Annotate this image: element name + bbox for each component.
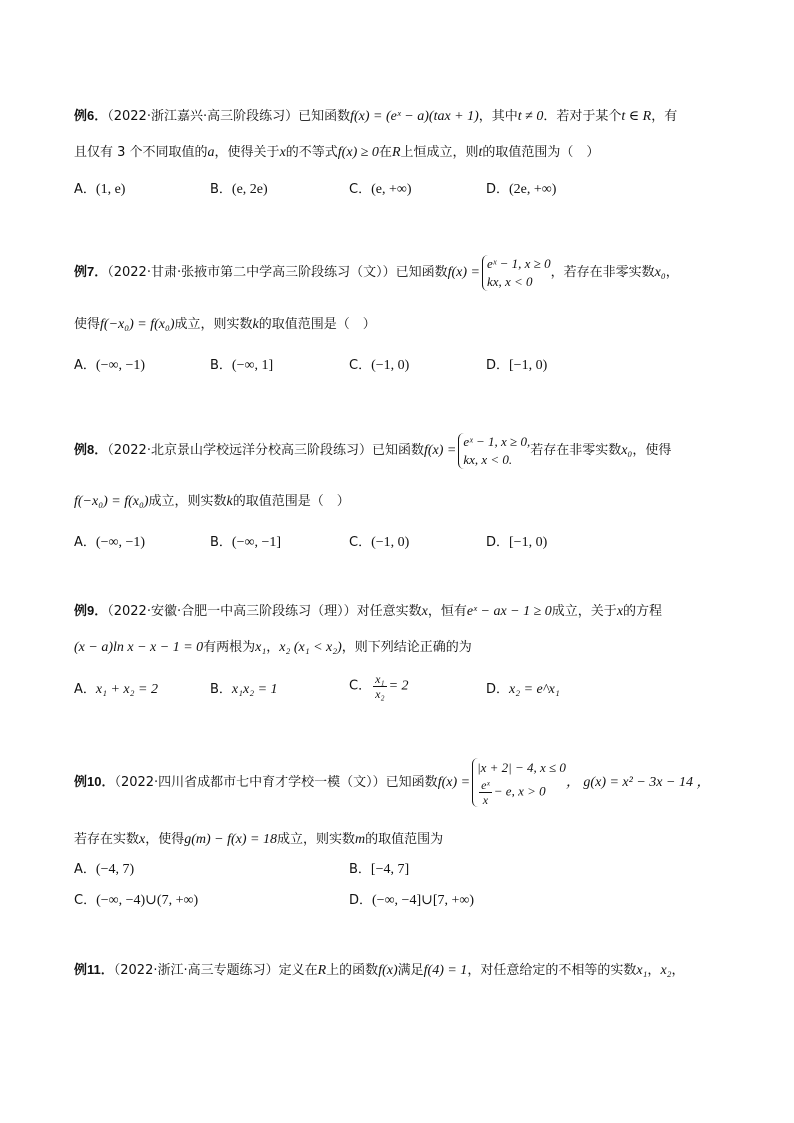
example-11-set-r: R [317, 963, 327, 978]
option-value: (−∞, −4)∪(7, +∞) [96, 893, 199, 908]
example-7-text: 使得 [74, 317, 101, 332]
example-6-set-r: R [391, 145, 401, 160]
fraction-denominator: x [482, 793, 489, 807]
example-6-text: ，其中 [478, 109, 518, 124]
option-value: [−4, 7] [370, 862, 410, 877]
example-10-line-2 [74, 830, 443, 850]
example-6-t-condition: t ≠ 0 [517, 109, 544, 124]
example-9-root-x1: x₁ [255, 640, 267, 655]
example-6-text: 的不等式 [285, 145, 338, 160]
option-value: (−1, 0) [371, 535, 410, 550]
example-9-text: ，则下列结论正确的为 [341, 640, 472, 655]
option-value: (−∞, −1) [95, 535, 146, 550]
example-8-source: （2022·北京景山学校远洋分校高三阶段练习）已知函数 [107, 443, 424, 458]
example-9-option-b[interactable] [210, 680, 278, 700]
example-9-text: 成立，关于 [551, 604, 617, 619]
example-11-source: （2022·浙江·高三专题练习）定义在 [113, 963, 318, 978]
example-7-piecewise [482, 255, 551, 291]
example-8-option-c[interactable] [349, 533, 409, 553]
example-8-text: ，使得 [632, 443, 672, 458]
option-value: x₁ + x₂ = 2 [95, 682, 158, 697]
example-6-option-a[interactable] [74, 180, 125, 200]
example-8-line-1 [74, 430, 671, 471]
example-9-option-a[interactable] [74, 680, 158, 700]
example-8-piecewise [458, 433, 530, 469]
option-letter: C． [74, 893, 97, 908]
option-letter: D． [486, 535, 510, 550]
option-letter: B． [349, 862, 371, 877]
example-9-text: ， [266, 640, 280, 655]
example-7-text: 成立，则实数 [174, 317, 253, 332]
fraction-numerator: eˣ [481, 778, 490, 792]
example-9-option-d[interactable] [486, 680, 560, 700]
piece-row-2 [477, 778, 566, 807]
option-value: (−∞, 1] [231, 358, 274, 373]
option-letter: A． [74, 862, 96, 877]
example-7-label: 例7． [74, 264, 108, 279]
example-8-option-b[interactable] [210, 533, 281, 553]
example-7-text: ， [665, 265, 679, 280]
option-value: x₂ = e^x₁ [509, 682, 560, 697]
example-10-var-x: x [139, 832, 146, 847]
example-10-source: （2022·四川省成都市七中育才学校一模（文））已知函数 [114, 775, 438, 790]
piece-tail: − e, x > 0 [493, 783, 546, 799]
example-6-text: ．若对于某个 [543, 109, 622, 124]
example-9-text: 的方程 [623, 604, 663, 619]
option-letter: A． [74, 535, 96, 550]
piece-row: eˣ − 1, x ≥ 0 [486, 255, 551, 271]
example-10-fx: f(x) = [437, 775, 471, 790]
example-10-equation: g(m) − f(x) = 18 [184, 832, 278, 847]
example-9-equation: (x − a)ln x − x − 1 = 0 [74, 640, 204, 655]
option-value: (−1, 0) [371, 358, 410, 373]
example-6-option-c[interactable] [349, 180, 412, 200]
option-fraction [373, 672, 387, 701]
example-6-line-1 [74, 106, 677, 127]
example-7-option-c[interactable] [349, 356, 409, 376]
example-10-var-m: m [355, 832, 366, 847]
example-10-option-d[interactable] [349, 891, 474, 911]
example-7-var-k: k [252, 317, 259, 332]
option-value: (2e, +∞) [509, 182, 557, 197]
option-letter: C． [349, 182, 372, 197]
example-11-var-x2: x₂ [660, 963, 672, 978]
example-6-source: （2022·浙江嘉兴·高三阶段练习）已知函数 [107, 109, 351, 124]
example-9-root-x2: x₂ (x₁ < x₂) [279, 640, 342, 655]
option-value: x₁x₂ = 1 [231, 682, 278, 697]
example-10-option-b[interactable] [349, 860, 409, 880]
example-6-option-b[interactable] [210, 180, 268, 200]
example-7-option-a[interactable] [74, 356, 145, 376]
option-letter: D． [349, 893, 373, 908]
option-letter: B． [210, 682, 232, 697]
option-value: [−1, 0) [509, 358, 548, 373]
example-10-label: 例10． [74, 774, 115, 789]
piece-row: kx, x < 0. [463, 451, 513, 467]
example-9-text: ，恒有 [427, 604, 467, 619]
option-letter: B． [210, 358, 232, 373]
example-11-text: ， [671, 963, 685, 978]
fraction-numerator: x₁ [375, 672, 385, 686]
example-6-text: 且仅有 3 个不同取值的 [74, 145, 208, 160]
example-6-function: f(x) = (eˣ − a)(tax + 1) [350, 109, 479, 124]
example-11-text: 上的函数 [326, 963, 379, 978]
option-value: (−∞, −4]∪[7, +∞) [372, 893, 475, 908]
example-9-inequality: eˣ − ax − 1 ≥ 0 [466, 604, 552, 619]
piece-row: kx, x < 0 [486, 273, 533, 289]
option-letter: C． [349, 358, 372, 373]
example-7-text: ，若存在非零实数 [550, 265, 655, 280]
example-11-text: ， [647, 963, 661, 978]
example-9-option-c[interactable] [349, 672, 409, 701]
example-11-label: 例11． [74, 962, 114, 977]
example-6-text: 在 [378, 145, 392, 160]
option-value: (−4, 7) [95, 862, 135, 877]
example-8-option-d[interactable] [486, 533, 547, 553]
piece-row: |x + 2| − 4, x ≤ 0 [477, 760, 566, 775]
option-letter: A． [74, 682, 96, 697]
example-11-var-x1: x₁ [636, 963, 648, 978]
example-6-label: 例6． [74, 108, 108, 123]
example-8-var-x0: x₀ [621, 443, 633, 458]
example-11-line-1 [74, 960, 685, 981]
example-8-label: 例8． [74, 442, 108, 457]
example-10-option-c[interactable] [74, 891, 198, 911]
example-6-line-2 [74, 143, 599, 163]
example-8-equation: f(−x₀) = f(x₀) [74, 494, 149, 509]
example-10-piecewise [472, 758, 566, 807]
example-10-line-1 [74, 752, 710, 813]
example-7-equation: f(−x₀) = f(x₀) [100, 317, 175, 332]
example-6-inequality: f(x) ≥ 0 [337, 145, 379, 160]
example-9-var-x: x [421, 604, 428, 619]
piece-fraction [479, 778, 492, 807]
example-11-text: ，对任意给定的不相等的实数 [467, 963, 637, 978]
example-9-source: （2022·安徽·合肥一中高三阶段练习（理））对任意实数 [107, 604, 422, 619]
example-10-text: 成立，则实数 [277, 832, 356, 847]
example-11-text: 满足 [397, 963, 424, 978]
example-10-text: 若存在实数 [74, 832, 140, 847]
example-7-line-2 [74, 315, 376, 335]
example-6-text: ，使得关于 [214, 145, 280, 160]
example-6-option-d[interactable] [486, 180, 556, 200]
example-7-var-x0: x₀ [654, 265, 666, 280]
example-7-text: 的取值范围是（ ） [258, 317, 376, 332]
option-letter: C． [349, 678, 372, 694]
example-6-t-domain: t ∈ R [621, 109, 652, 124]
example-8-text: 的取值范围是（ ） [232, 494, 350, 509]
option-value: (e, +∞) [371, 182, 412, 197]
option-value: (e, 2e) [231, 182, 268, 197]
option-letter: D． [486, 182, 510, 197]
example-6-var-a: a [207, 145, 215, 160]
example-8-fx: f(x) = [423, 443, 457, 458]
example-9-text: 有两根为 [203, 640, 256, 655]
example-9-var-x: x [616, 604, 624, 619]
example-10-text: ，使得 [145, 832, 185, 847]
option-value: (1, e) [95, 182, 126, 197]
example-7-line-1 [74, 252, 679, 293]
example-7-option-d[interactable] [486, 356, 547, 376]
example-6-var-t: t [478, 145, 483, 160]
option-letter: D． [486, 358, 510, 373]
example-6-var-x: x [279, 145, 286, 160]
example-7-option-b[interactable] [210, 356, 273, 376]
example-7-fx: f(x) = [447, 265, 480, 280]
example-8-var-k: k [226, 494, 233, 509]
example-6-text: 上恒成立，则 [400, 145, 479, 160]
example-9-line-2 [74, 638, 472, 658]
example-7-source: （2022·甘肃·张掖市第二中学高三阶段练习（文））已知函数 [107, 265, 448, 280]
example-6-text: 的取值范围为（ ） [482, 145, 600, 160]
example-8-text: 成立，则实数 [148, 494, 227, 509]
example-8-option-a[interactable] [74, 533, 145, 553]
option-letter: A． [74, 358, 96, 373]
example-8-text: 若存在非零实数 [530, 443, 622, 458]
piece-row: eˣ − 1, x ≥ 0, [463, 433, 531, 449]
example-10-option-a[interactable] [74, 860, 134, 880]
example-8-line-2 [74, 492, 350, 512]
example-11-fx: f(x) [378, 963, 398, 978]
option-letter: A． [74, 182, 96, 197]
option-letter: B． [210, 182, 232, 197]
option-value: = 2 [388, 678, 409, 694]
example-11-condition: f(4) = 1 [423, 963, 468, 978]
example-6-text: ，有 [651, 109, 678, 124]
option-value: (−∞, −1) [95, 358, 146, 373]
option-letter: D． [486, 682, 510, 697]
option-letter: C． [349, 535, 372, 550]
example-10-gx: ， g(x) = x² − 3x − 14 ， [565, 775, 711, 790]
option-value: (−∞, −1] [231, 535, 282, 550]
option-value: [−1, 0) [509, 535, 548, 550]
example-10-text: 的取值范围为 [365, 832, 444, 847]
fraction-denominator: x₂ [375, 687, 385, 701]
example-9-line-1 [74, 601, 662, 622]
example-9-label: 例9． [74, 603, 108, 618]
option-letter: B． [210, 535, 232, 550]
